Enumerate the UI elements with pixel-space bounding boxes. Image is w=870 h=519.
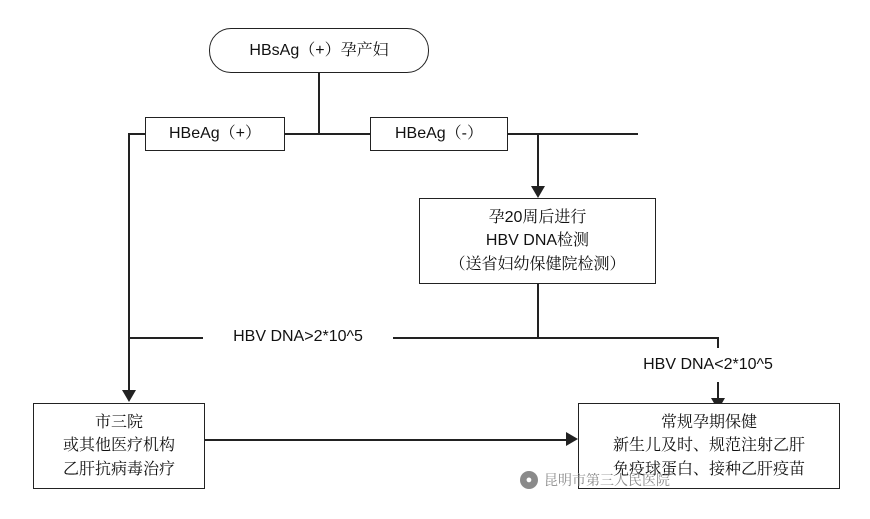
node-routine-care-line-0: 常规孕期保健 [660,414,757,432]
node-dna-test-line-0: 孕20周后进行 [488,209,587,227]
watermark-text: 昆明市第三人民医院 [544,472,670,488]
node-dna-test-line-1: HBV DNA检测 [485,232,590,250]
node-dna-high[interactable] [203,320,393,354]
node-antiviral-line-0: 市三院 [94,414,143,432]
node-start[interactable] [209,28,429,73]
edge-dnatest-down [537,284,539,337]
wechat-icon: ● [520,471,538,489]
node-antiviral-treatment[interactable] [33,403,205,489]
node-dna-test-line-2: （送省妇幼保健院检测） [449,255,626,273]
node-start-line-0: HBsAg（+）孕产妇 [249,41,389,59]
node-hbeag-positive-line-0: HBeAg（+） [168,125,262,143]
node-hbeag-positive[interactable] [145,117,285,151]
node-antiviral-line-1: 或其他医疗机构 [62,437,175,455]
edge-hbeagpos-down [128,133,130,393]
edge-hbeagneg-to-dnatest [537,133,539,188]
node-hbeag-negative[interactable] [370,117,508,151]
arrow-antiviral-to-routine [566,432,578,446]
node-routine-care-line-1: 新生儿及时、规范注射乙肝 [612,437,805,455]
watermark [520,470,670,490]
node-dna-low-line-0: HBV DNA<2*10^5 [643,356,773,374]
node-hbeag-negative-line-0: HBeAg（-） [394,125,484,143]
arrow-to-dnatest [531,186,545,198]
node-antiviral-line-2: 乙肝抗病毒治疗 [62,460,175,478]
node-dna-high-line-0: HBV DNA>2*10^5 [233,328,363,346]
edge-antiviral-to-routine [205,439,568,441]
arrow-to-antiviral [122,390,136,402]
node-dna-low[interactable] [613,348,803,382]
node-routine-care-line-2: 免疫球蛋白、接种乙肝疫苗 [612,460,805,478]
edge-start-down [318,73,320,133]
node-dna-test[interactable] [419,198,656,284]
